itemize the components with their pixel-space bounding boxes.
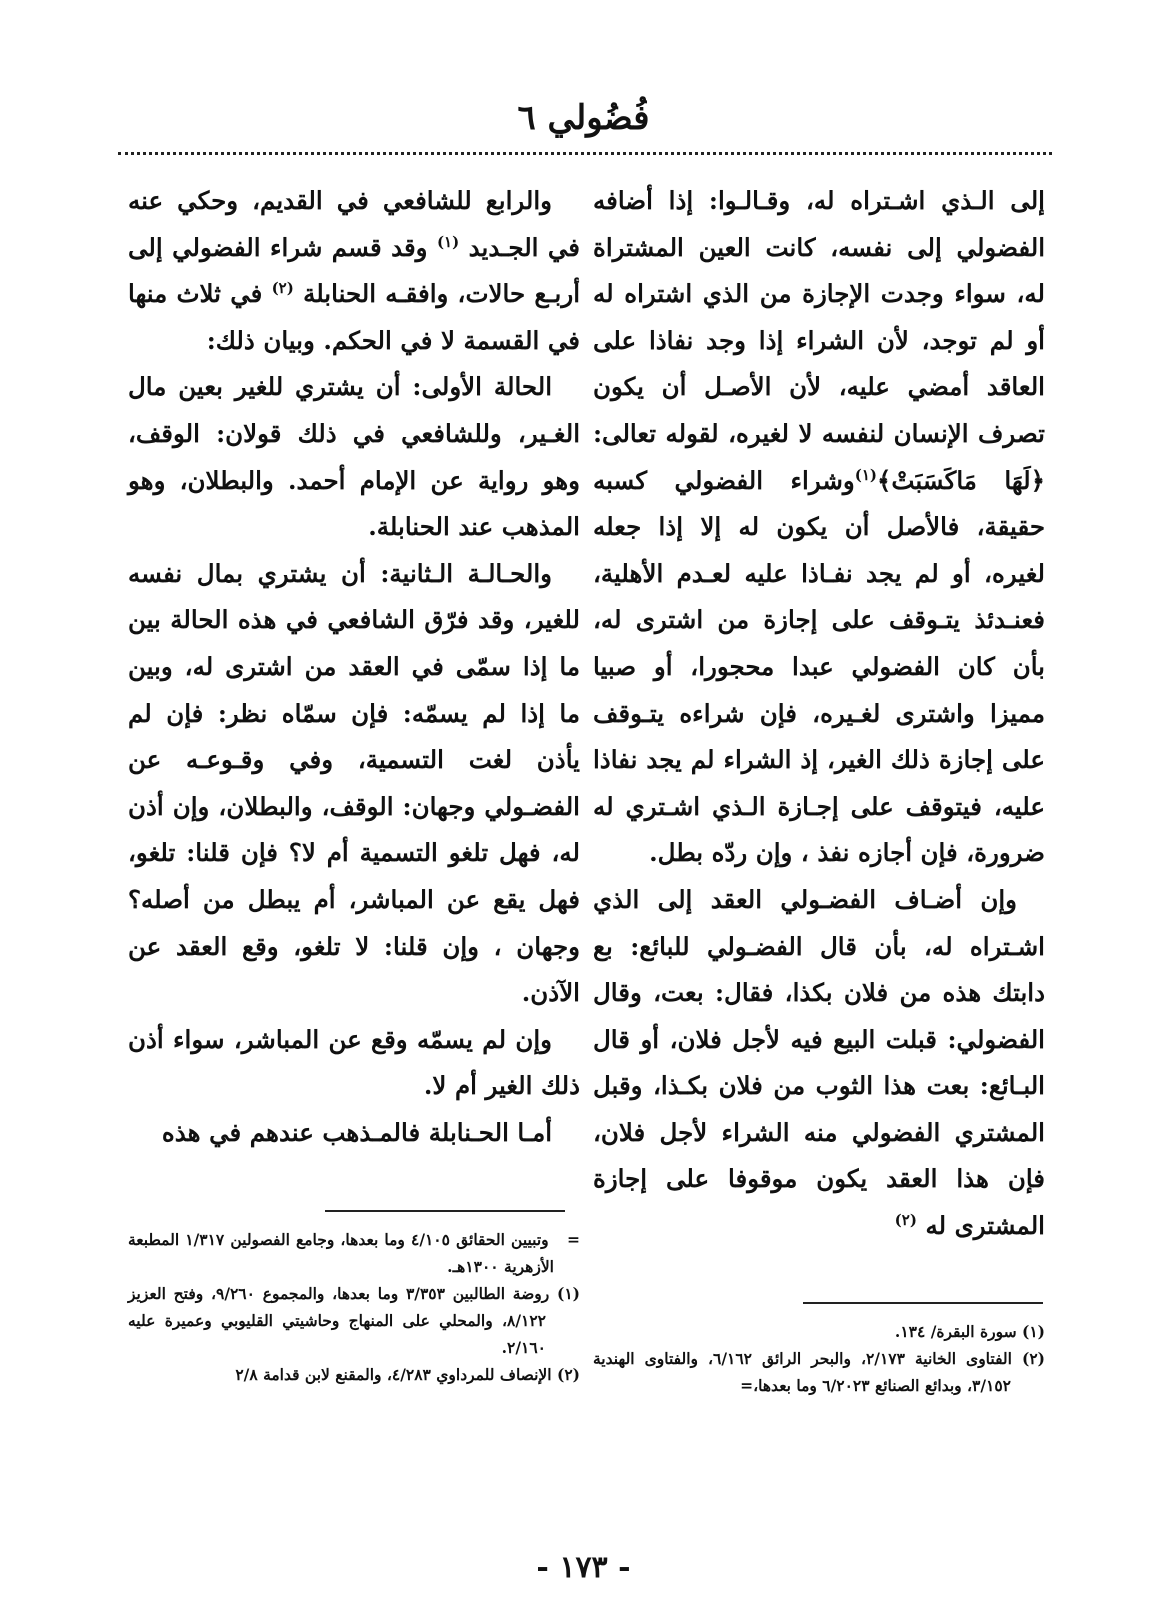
paragraph: وإن لم يسمّه وقع عن المباشر، سواء أذن ذلك الغير أم لا. bbox=[128, 1024, 580, 1101]
footnotes-left bbox=[128, 1226, 580, 1388]
paragraph: والحـالـة الـثانية: أن يشتري بمال نفسه للغير، وقد فرّق الشافعي في هذه الحالة بين ما إذا سمّى في العقد من اشترى له، وبين ما إذا لم يسمّه: فإن سمّاه نظر: فإن لم يأذن لغت التسمية، وفي وقـوعـه عن الفضـولي وجهان: الوقف، والبطلان، وإن أذن له، فهل تلغو التسمية أم لا؟ فإن قلنا: تلغو، فهل يقع عن المباشر، أم يبطل من أصله؟ وجهان ، وإن قلنا: لا تلغو، وقع العقد عن الآذن. bbox=[128, 558, 580, 1008]
header-divider bbox=[118, 152, 1052, 155]
paragraph: والرابع للشافعي في القديم، وحكي عنه في الجـديد $^{(١)}$ وقد قسم شراء الفضولي إلى أربـع حالات، وافقـه الحنابلة $^{(٢)}$ في ثلاث منها في القسمة لا في الحكم. وبيان ذلك: bbox=[128, 186, 581, 355]
footnote: (١) سورة البقرة/ ١٣٤. bbox=[894, 1322, 1045, 1341]
paragraph: وإن أضـاف الفضـولي العقد إلى الذي اشـتراه له، بأن قال الفضـولي للبائع: بع دابتك هذه من فلان بكذا، فقال: بعت، وقال الفضولي: قبلت البيع فيه لأجل فلان، أو قال البـائع: بعت هذا الثوب من فلان بكـذا، وقبل المشتري الفضولي منه الشراء لأجل فلان، فإن هذا العقد يكون موقوفا على إجازة المشترى له $^{(٢)}$ bbox=[593, 884, 1045, 1241]
footnote: (١) روضة الطالبين ٣/٣٥٣ وما بعدها، والمجموع ٩/٢٦٠، وفتح العزيز ٨/١٢٢، والمحلي على المنهاج وحاشيتي القليوبي وعميرة عليه ٢/١٦٠. bbox=[128, 1284, 580, 1357]
page-number: - ١٧٣ - bbox=[536, 1550, 631, 1585]
footnote: = وتبيين الحقائق ٤/١٠٥ وما بعدها، وجامع الفصولين ١/٣١٧ المطبعة الأزهرية ١٣٠٠هـ. bbox=[128, 1230, 580, 1276]
right-column bbox=[593, 178, 1045, 1250]
footnote: (٢) الفتاوى الخانية ٢/١٧٣، والبحر الرائق ٦/١٦٢، والفتاوى الهندية ٣/١٥٢، وبدائع الصنائع ٦/٢٠٢٣ وما بعدها،= bbox=[593, 1349, 1045, 1395]
left-column bbox=[128, 178, 580, 1156]
footnote-rule-left bbox=[325, 1210, 565, 1212]
paragraph: الحالة الأولى: أن يشتري للغير بعين مال الغـير، وللشافعي في ذلك قولان: الوقف، وهو رواية عن الإمام أحمد. والبطلان، وهو المذهب عند الحنابلة. bbox=[128, 372, 580, 542]
footnote: (٢) الإنصاف للمرداوي ٤/٢٨٣، والمقنع لابن قدامة ٢/٨ bbox=[235, 1365, 580, 1384]
footnote-marker: (١) bbox=[854, 465, 877, 484]
page-title: فُضُولي ٦ bbox=[517, 98, 650, 138]
footnotes-right bbox=[593, 1318, 1045, 1399]
footnote-marker: (١) bbox=[436, 232, 460, 251]
footnote-marker: (٢) bbox=[894, 1210, 917, 1229]
footnote-marker: (٢) bbox=[271, 279, 294, 298]
paragraph: أمـا الحـنابلة فالمـذهب عندهم في هذه bbox=[161, 1117, 552, 1147]
footnote-rule-right bbox=[803, 1302, 1043, 1304]
paragraph: إلى الـذي اشـتراه له، وقـالـوا: إذا أضافه الفضولي إلى نفسه، كانت العين المشتراة له، سواء وجدت الإجازة من الذي اشتراه له أو لم توجد، لأن الشراء إذا وجد نفاذا على العاقد أمضي عليه، لأن الأصـل أن يكون تصرف الإنسان لنفسه لا لغيره، لقوله تعالى: ﴿لَهَا مَاكَسَبَتْ﴾$^{(١)}$وشراء الفضولي كسبه حقيقة، فالأصل أن يكون له إلا إذا جعله لغيره، أو لم يجد نفـاذا عليه لعـدم الأهلية، فعنـدئذ يتـوقف على إجازة من اشترى له، بأن كان الفضولي عبدا محجورا، أو صبيا مميزا واشترى لغـيره، فإن شراءه يتـوقف على إجازة ذلك الغير، إذ الشراء لم يجد نفاذا عليه، فيتوقف على إجـازة الـذي اشـتري له ضرورة، فإن أجازه نفذ ، وإن ردّه بطل. bbox=[593, 186, 1045, 868]
